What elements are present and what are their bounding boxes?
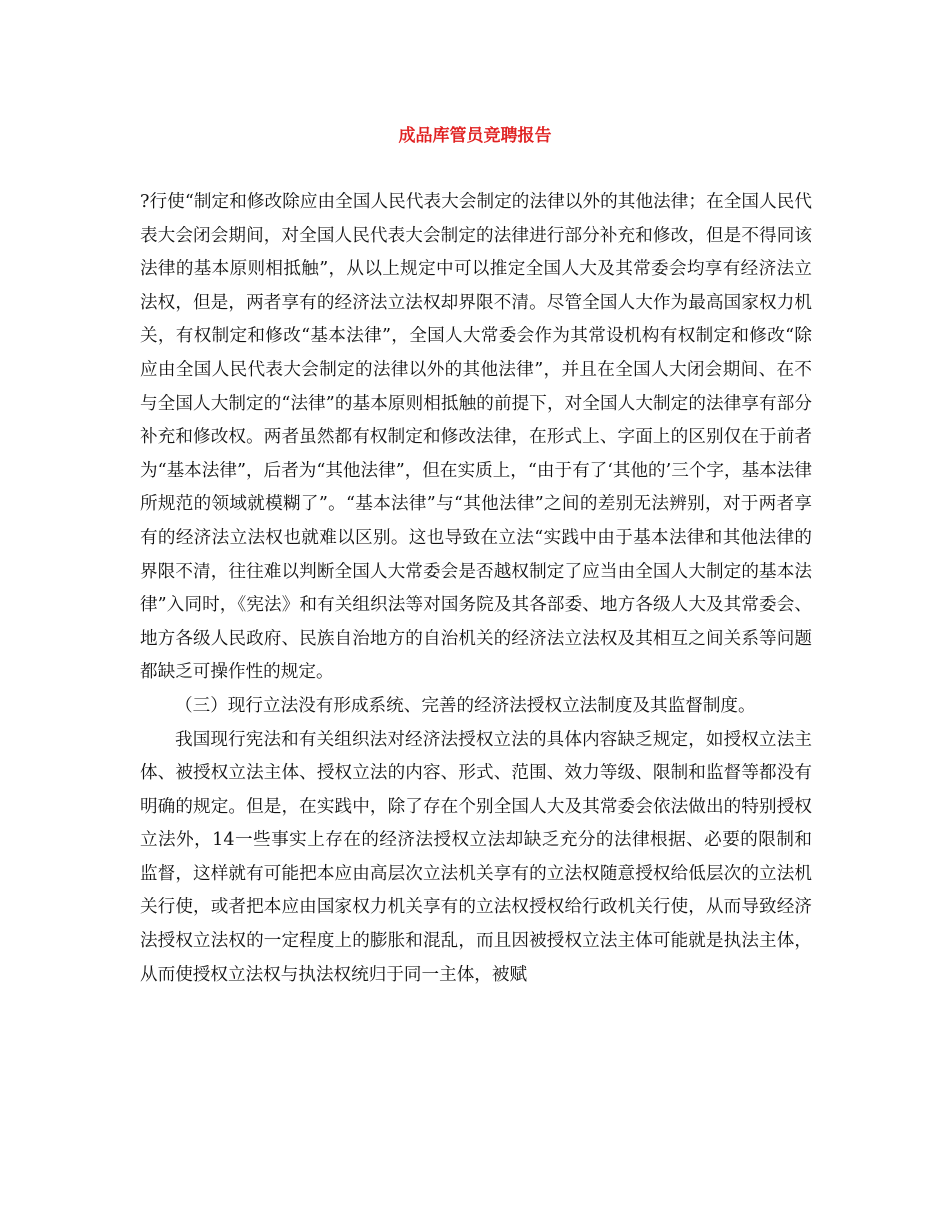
- document-title: 成品库管员竞聘报告: [398, 126, 552, 146]
- paragraph-2: （三）现行立法没有形成系统、完善的经济法授权立法制度及其监督制度。: [175, 695, 756, 716]
- paragraph-3: 我国现行宪法和有关组织法对经济法授权立法的具体内容缺乏规定，如授权立法主体、被授权立法主体、授权立法的内容、形式、范围、效力等级、限制和监督等都没有明确的规定。但是，在实践中，除了存在个别全国人大及其常委会依法做出的特别授权立法外，14一些事实上存在的经济法授权立法却缺乏充分的法律根据、必要的限制和监督，这样就有可能把本应由高层次立法机关享有的立法权随意授权给低层次的立法机关行使，或者把本应由国家权力机关享有的立法权授权给行政机关行使，从而导致经济法授权立法权的一定程度上的膨胀和混乱，而且因被授权立法主体可能就是执法主体，从而使授权立法权与执法权统归于同一主体，被赋: [140, 729, 812, 985]
- document-body: [140, 186, 812, 992]
- paragraph-1: ?行使“制定和修改除应由全国人民代表大会制定的法律以外的其他法律；在全国人民代表大会闭会期间，对全国人民代表大会制定的法律进行部分补充和修改，但是不得同该法律的基本原则相抵触”，从以上规定中可以推定全国人大及其常委会均享有经济法立法权，但是，两者享有的经济法立法权却界限不清。尽管全国人大作为最高国家权力机关，有权制定和修改“基本法律”，全国人大常委会作为其常设机构有权制定和修改“除应由全国人民代表大会制定的法律以外的其他法律”，并且在全国人大闭会期间、在不与全国人大制定的“法律”的基本原则相抵触的前提下，对全国人大制定的法律享有部分补充和修改权。两者虽然都有权制定和修改法律，在形式上、字面上的区别仅在于前者为“基本法律”，后者为“其他法律”，但在实质上，“由于有了‘其他的’三个字，基本法律所规范的领域就模糊了”。“基本法律”与“其他法律”之间的差别无法辨别，对于两者享有的经济法立法权也就难以区别。这也导致在立法“实践中由于基本法律和其他法律的界限不清，往往难以判断全国人大常委会是否越权制定了应当由全国人大制定的基本法律”入同时，《宪法》和有关组织法等对国务院及其各部委、地方各级人大及其常委会、地方各级人民政府、民族自治地方的自治机关的经济法立法权及其相互之间关系等问题都缺乏可操作性的规定。: [140, 192, 812, 683]
